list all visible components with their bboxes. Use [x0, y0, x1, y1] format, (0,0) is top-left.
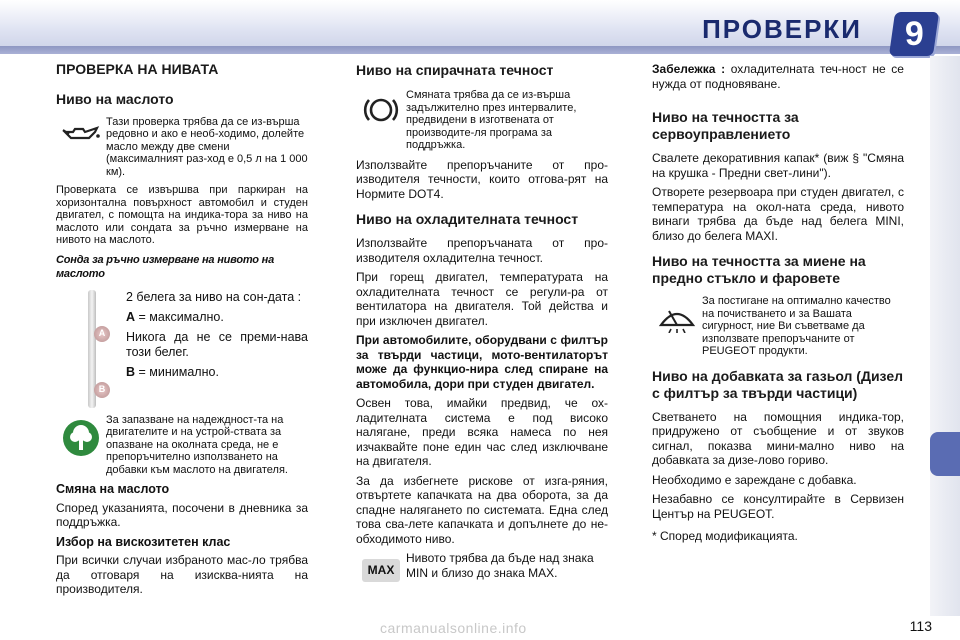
column-1 — [56, 62, 308, 602]
oil-level-heading: Ниво на маслото — [56, 90, 174, 107]
dipstick-image — [56, 290, 126, 408]
coolant-p1: Използвайте препоръчаната от про-изводителя охладителна течност. — [356, 236, 608, 265]
note-text: охладителната теч-ност не се нужда от подновяване. — [652, 62, 904, 91]
additive-heading: Ниво на добавката за газьол (Дизел с филтър за твърди частици) — [652, 367, 904, 401]
coolant-p4: За да избегнете рискове от изга-ряния, отвъртете капачката на два оборота, за да спадне налягането по системата. Една след това сва-лете капачката и допълнете до не-обходимото ниво. — [356, 473, 608, 546]
page-header — [0, 0, 960, 54]
brake-warning-icon — [356, 89, 406, 127]
max-text: Нивото трябва да бъде над знака MIN и близо до знака MAX. — [406, 551, 594, 580]
note-label: Забележка : — [652, 62, 726, 76]
washer-block — [652, 295, 904, 358]
eco-text: За запазване на надеждност-та на двигателите и на устрой-ствата за опазване на околната среда, не е препоръчително използването на добавки към маслото на двигателя. — [106, 413, 288, 476]
oil-intro-text: Тази проверка трябва да се из-върша редовно и ако е необ-ходимо, долейте масло между две смени (максималният раз-ход е 0,5 л на 1 000 км). — [106, 115, 308, 178]
brake-icon-text: Смяната трябва да се из-върша задължително през интервалите, предвидени в изготвената от производите-ля програма за поддръжка. — [406, 89, 577, 151]
dipstick-mark-a: A — [94, 326, 110, 342]
chapter-number-badge — [889, 12, 939, 56]
mark-a-letter: A — [126, 309, 136, 324]
column-3 — [652, 62, 904, 549]
footnote: * Според модификацията. — [652, 529, 798, 543]
chapter-title: ПРОВЕРКИ — [702, 14, 862, 44]
oil-intro-block — [56, 116, 308, 179]
coolant-heading: Ниво на охладителната течност — [356, 211, 579, 227]
brake-fluid-heading: Ниво на спирачната течност — [356, 62, 554, 78]
mark-b-letter: B — [126, 364, 136, 379]
additive-p1: Светването на помощния индика-тор, придружено от съобщение и от звуков сигнал, показва мини-мално ниво на добавката за дизе-лово гориво. — [652, 409, 904, 467]
oil-change-heading: Смяна на маслото — [56, 482, 170, 496]
mark-b-text: = минимално. — [138, 364, 219, 379]
dipstick-heading: Сонда за ръчно измерване на нивото на маслото — [56, 253, 275, 280]
additive-p2: Необходимо е зареждане с добавка. — [652, 472, 857, 487]
steering-p1: Свалете декоративния капак* (виж § "Смяна на крушка - Предни свет-лини"). — [652, 151, 904, 180]
dipstick-block — [56, 290, 308, 408]
steering-heading: Ниво на течността за сервоуправлението — [652, 109, 799, 142]
brake-text: Използвайте препоръчаните от про-изводителя течности, които отгова-рят на Нормите DOT4. — [356, 157, 608, 201]
coolant-p3: Освен това, имайки предвид, че ох-ладителната система е под високо налягане, преди всяка намеса по нея изчаквайте поне един час след изключване на двигателя. — [356, 396, 608, 468]
oil-check-text: Проверката се извършва при паркиран на хоризонтална повърхност автомобил и студен двигател, с помощта на индика-тора за ниво на маслото или сондата за ръчно измерване на нивото на маслото. — [56, 184, 308, 246]
dipstick-mark-b: B — [94, 382, 110, 398]
coolant-p2: При горещ двигател, температурата на охладителната течност се регули-ра от вентилатора на двигателя. Той действа и при изключен двигател. — [356, 270, 608, 328]
chapter-tab-strip — [930, 56, 960, 616]
coolant-warning: При автомобилите, оборудвани с филтър за твърди частици, мото-вентилаторът може да функцио-нира след спиране на автомобила, дори при студен двигател. — [356, 333, 608, 391]
viscosity-heading: Избор на вискозитетен клас — [56, 534, 231, 549]
never-exceed-text: Никога да не се преми-нава този белег. — [126, 329, 308, 359]
viscosity-text: При всички случаи избраното мас-ло трябва да отговаря на изисква-нията на производителя. — [56, 553, 308, 596]
washer-text: За постигане на оптимално качество на почистването и за Вашата сигурност, ние Ви съветваме да използвате препоръчаните от PEUGEOT продукти. — [702, 295, 891, 357]
marks-text: 2 белега за ниво на сон-дата : — [126, 289, 302, 304]
oil-can-icon — [56, 116, 106, 148]
watermark: carmanualsonline.info — [380, 620, 527, 636]
chapter-number: 9 — [904, 14, 924, 53]
oil-change-text: Според указанията, посочени в дневника за поддръжка. — [56, 500, 308, 529]
header-stripe — [0, 46, 960, 54]
column-2 — [356, 62, 608, 588]
steering-p2: Отворете резервоара при студен двигател, с температура на окол-ната среда, нивото винаги трябва да бъде над белега MINI, близо до белега MAXI. — [652, 185, 904, 243]
page-number: 113 — [909, 618, 932, 634]
section-title: ПРОВЕРКА НА НИВАТА — [56, 61, 219, 77]
brake-icon-block — [356, 89, 608, 152]
tree-icon — [56, 414, 106, 458]
max-block — [356, 551, 608, 582]
eco-block — [56, 414, 308, 477]
washer-heading: Ниво на течността за миене на предно стъкло и фаровете — [652, 253, 866, 286]
max-level-icon — [356, 551, 406, 582]
washer-icon — [652, 295, 702, 333]
max-label: MAX — [362, 559, 401, 582]
active-chapter-tab[interactable] — [930, 432, 960, 476]
additive-p3: Незабавно се консултирайте в Сервизен Център на PEUGEOT. — [652, 492, 904, 521]
mark-a-text: = максимално. — [138, 309, 224, 324]
